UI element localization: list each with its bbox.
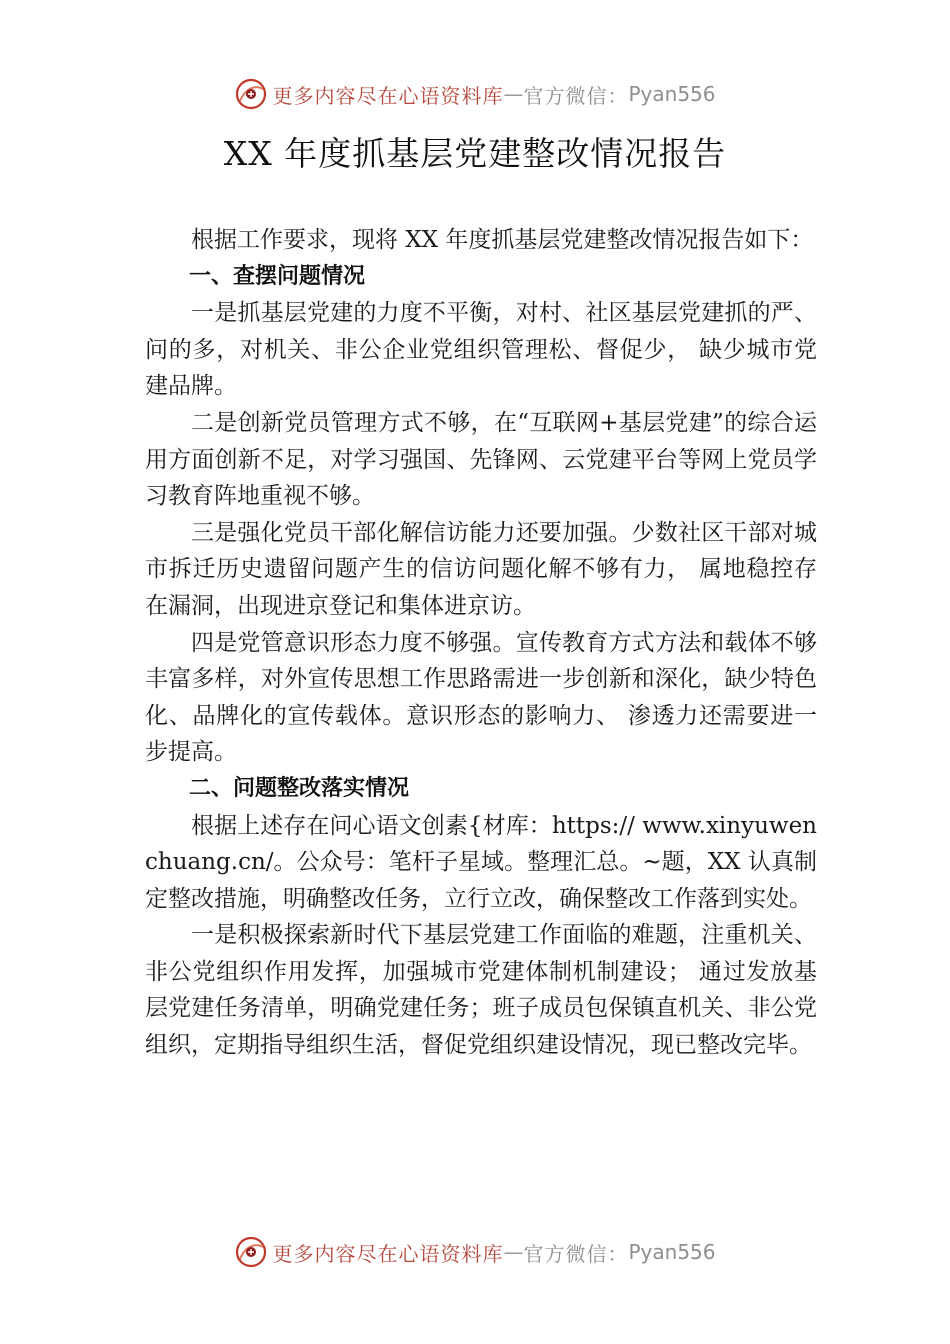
body-paragraph: 三是强化党员干部化解信访能力还要加强。少数社区干部对城市拆迁历史遗留问题产生的信访问题化解不够有力， 属地稳控存在漏洞，出现进京登记和集体进京访。: [145, 519, 817, 619]
watermark-promo-text: 更多内容尽在心语资料库: [272, 83, 504, 108]
watermark-wechat-handle: Pyan556: [628, 82, 716, 106]
section-heading: 一、查摆问题情况: [189, 263, 366, 289]
document-title: XX 年度抓基层党建整改情况报告: [223, 134, 727, 173]
body-paragraph: 一是抓基层党建的力度不平衡，对村、社区基层党建抓的严、问的多，对机关、非公企业党组织管理松、督促少， 缺少城市党建品牌。: [145, 300, 817, 400]
watermark-dash: —: [503, 82, 524, 106]
document-body: [145, 222, 817, 1064]
logo-icon: [234, 1235, 268, 1269]
logo-icon: [234, 77, 268, 111]
watermark-wechat-handle: Pyan556: [628, 1240, 716, 1264]
watermark-banner-top: [0, 72, 950, 116]
watermark-contact-label: 官方微信：: [523, 83, 629, 108]
intro-paragraph: 根据工作要求，现将 XX 年度抓基层党建整改情况报告如下：: [191, 227, 814, 253]
watermark-contact-label: 官方微信：: [523, 1241, 629, 1266]
section-heading: 二、问题整改落实情况: [189, 775, 410, 801]
body-paragraph: 根据上述存在问心语文创素{材库：https:// www.xinyuwenchuang.cn/。公众号：笔杆子星域。整理汇总。~题，XX 认真制定整改措施，明确整改任务，立行立改，确保整改工作落到实处。: [145, 812, 817, 912]
watermark-banner-bottom: [0, 1230, 950, 1274]
watermark-promo-text: 更多内容尽在心语资料库: [272, 1241, 504, 1266]
watermark-dash: —: [503, 1240, 524, 1264]
body-paragraph: 一是积极探索新时代下基层党建工作面临的难题，注重机关、非公党组织作用发挥，加强城市党建体制机制建设； 通过发放基层党建任务清单，明确党建任务；班子成员包保镇直机关、非公党组织，定期指导组织生活，督促党组织建设情况，现已整改完毕。: [145, 922, 817, 1059]
body-paragraph: 二是创新党员管理方式不够，在“互联网+基层党建”的综合运用方面创新不足，对学习强国、先锋网、云党建平台等网上党员学习教育阵地重视不够。: [145, 409, 817, 510]
body-paragraph: 四是党管意识形态力度不够强。宣传教育方式方法和载体不够丰富多样，对外宣传思想工作思路需进一步创新和深化，缺少特色化、品牌化的宣传载体。意识形态的影响力、 渗透力还需要进一步提高。: [145, 629, 817, 766]
